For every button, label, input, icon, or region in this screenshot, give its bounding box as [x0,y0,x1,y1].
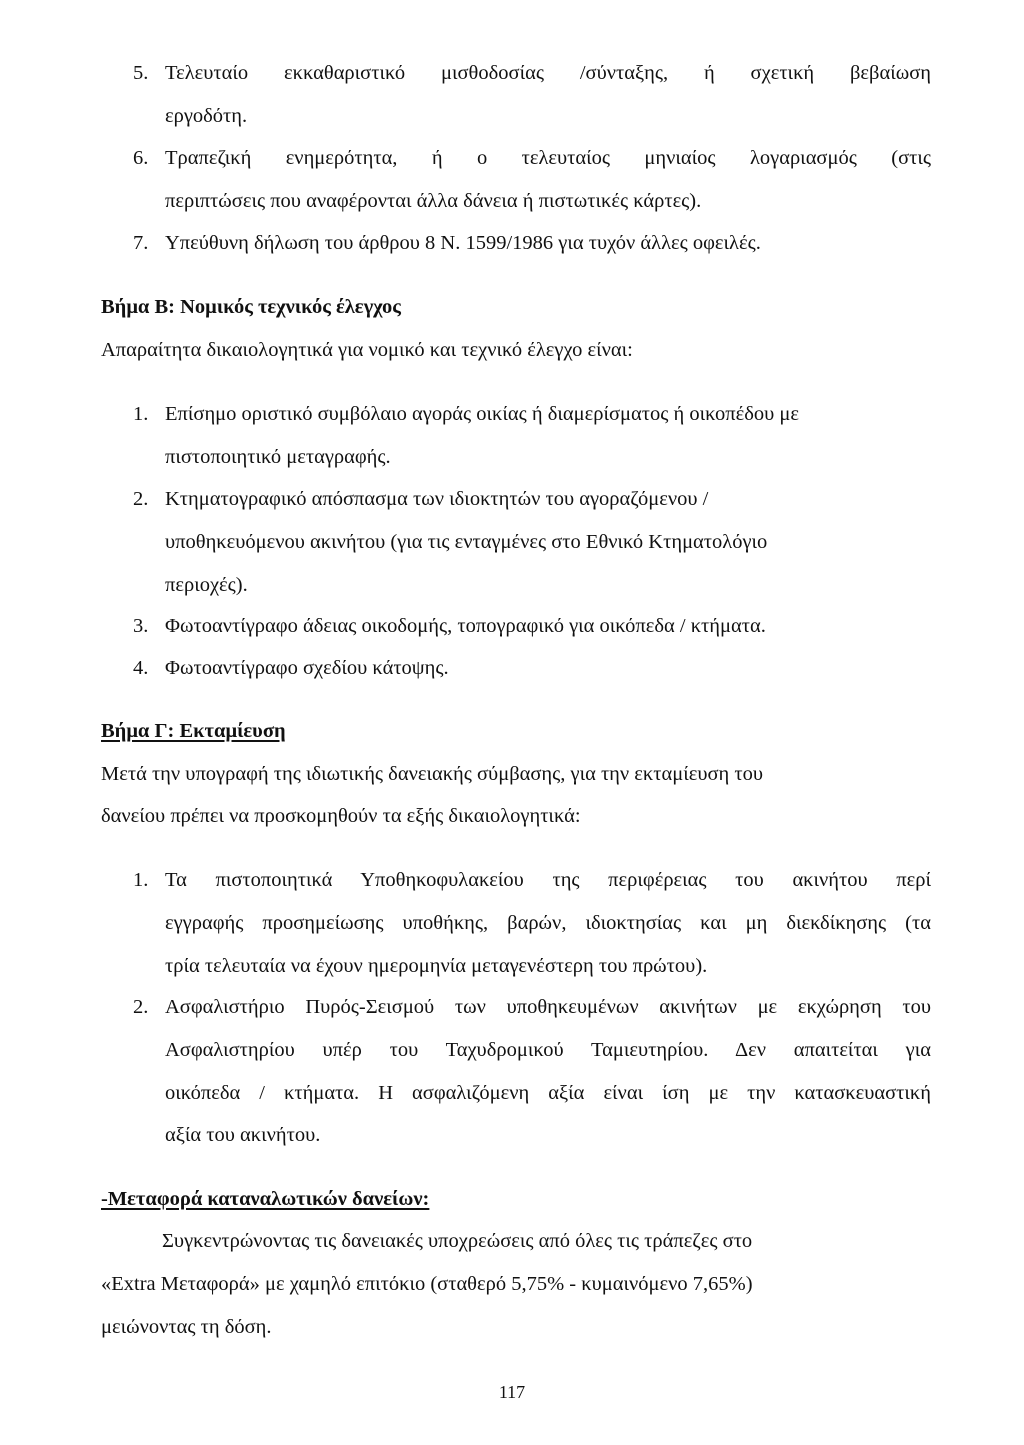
list-item-line: υποθηκευόμενου ακινήτου (για τις ενταγμένες στο Εθνικό Κτηματολόγιο [165,531,768,553]
list-item-number: 2. [133,996,149,1018]
list-item-line: αξία του ακινήτου. [165,1124,321,1146]
list-item-line: περιπτώσεις που αναφέρονται άλλα δάνεια ή πιστωτικές κάρτες). [165,190,702,212]
transfer-line: Συγκεντρώνοντας τις δανειακές υποχρεώσεις από όλες τις τράπεζες στο [162,1230,753,1252]
transfer-line: «Extra Μεταφορά» με χαμηλό επιτόκιο (σταθερό 5,75% - κυμαινόμενο 7,65%) [101,1273,753,1295]
page-number: 117 [498,1382,526,1402]
list-item-line: οικόπεδα / κτήματα. Η ασφαλιζόμενη αξία είναι ίση με την κατασκευαστική [165,1082,931,1104]
list-item-line: Υπεύθυνη δήλωση του άρθρου 8 Ν. 1599/1986 για τυχόν άλλες οφειλές. [165,232,761,254]
list-item-line: τρία τελευταία να έχουν ημερομηνία μεταγενέστερη του πρώτου). [165,955,708,977]
list-item-line: πιστοποιητικό μεταγραφής. [165,446,391,468]
list-item-line: Τραπεζική ενημερότητα, ή ο τελευταίος μηνιαίος λογαριασμός (στις [165,147,931,169]
list-item-line: εργοδότη. [165,105,248,127]
list-item-line: Ασφαλιστηρίου υπέρ του Ταχυδρομικού Ταμιευτηρίου. Δεν απαιτείται για [165,1039,931,1061]
list-item-number: 2. [133,488,149,510]
list-item-line: περιοχές). [165,574,248,596]
list-item-line: Τα πιστοποιητικά Υποθηκοφυλακείου της περιφέρειας του ακινήτου περί [165,869,931,891]
section-intro-line: δανείου πρέπει να προσκομηθούν τα εξής δικαιολογητικά: [101,805,581,827]
list-item-number: 6. [133,147,149,169]
list-item-line: Τελευταίο εκκαθαριστικό μισθοδοσίας /σύνταξης, ή σχετική βεβαίωση [165,62,931,84]
transfer-line: μειώνοντας τη δόση. [101,1316,272,1338]
list-item-line: Φωτοαντίγραφο σχεδίου κάτοψης. [165,657,449,679]
list-item-number: 5. [133,62,149,84]
section-intro-line: Μετά την υπογραφή της ιδιωτικής δανειακής σύμβασης, για την εκταμίευση του [101,763,764,785]
list-item-line: Επίσημο οριστικό συμβόλαιο αγοράς οικίας ή διαμερίσματος ή οικοπέδου με [165,403,799,425]
list-item-line: Ασφαλιστήριο Πυρός-Σεισμού των υποθηκευμένων ακινήτων με εκχώρηση του [165,996,931,1018]
list-item-number: 3. [133,615,149,637]
list-item-number: 1. [133,403,149,425]
section-heading-step-c: Βήμα Γ: Εκταμίευση [101,720,286,742]
list-item-line: Κτηματογραφικό απόσπασμα των ιδιοκτητών του αγοραζόμενου / [165,488,709,510]
section-heading-transfer: -Μεταφορά καταναλωτικών δανείων: [101,1188,430,1210]
list-item-number: 4. [133,657,149,679]
list-item-line: Φωτοαντίγραφο άδειας οικοδομής, τοπογραφικό για οικόπεδα / κτήματα. [165,615,766,637]
list-item-number: 1. [133,869,149,891]
section-intro: Απαραίτητα δικαιολογητικά για νομικό και τεχνικό έλεγχο είναι: [101,339,633,361]
section-heading-step-b: Βήμα Β: Νομικός τεχνικός έλεγχος [101,296,401,318]
list-item-number: 7. [133,232,149,254]
list-item-line: εγγραφής προσημείωσης υποθήκης, βαρών, ιδιοκτησίας και μη διεκδίκησης (τα [165,912,931,934]
